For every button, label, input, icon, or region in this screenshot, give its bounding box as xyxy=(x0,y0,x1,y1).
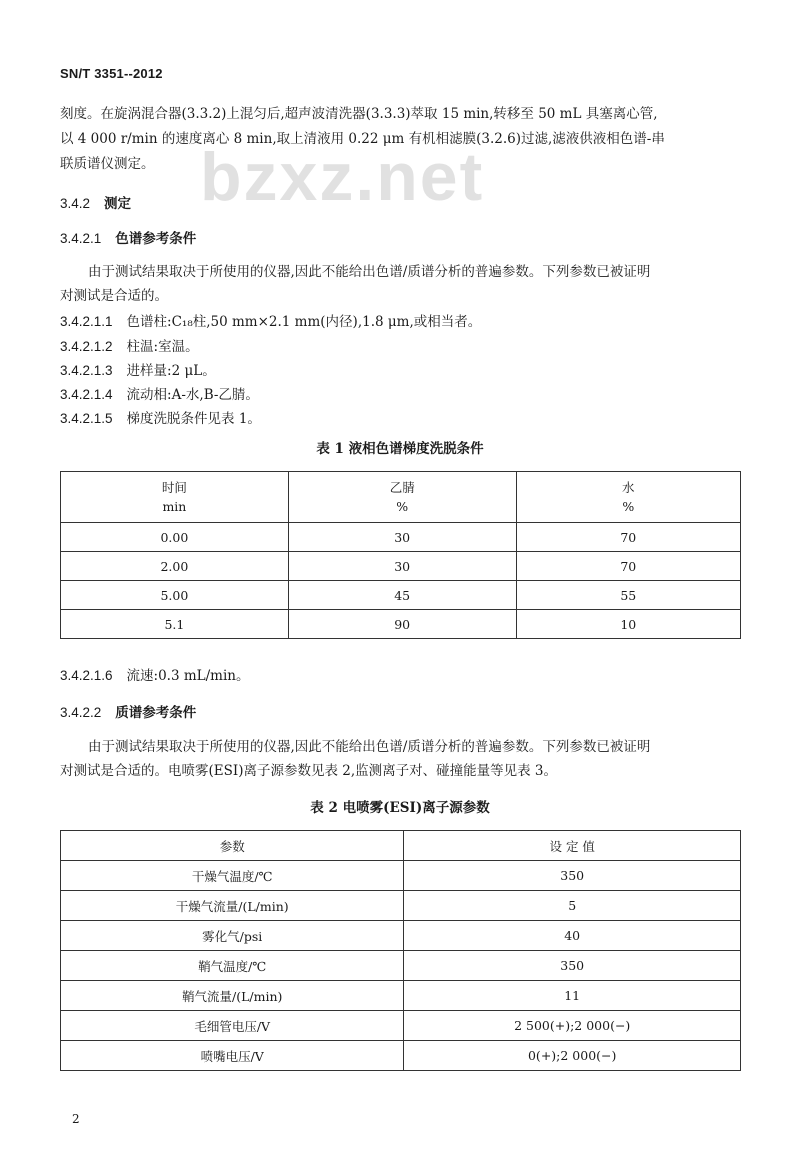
item-number: 3.4.2.1.4 xyxy=(60,387,113,402)
item-text: 进样量:2 μL。 xyxy=(126,363,216,379)
section-title: 色谱参考条件 xyxy=(115,231,197,247)
intro-line-3: 联质谱仪测定。 xyxy=(60,156,155,172)
table-cell: 45 xyxy=(288,581,516,610)
table-cell: 90 xyxy=(288,610,516,639)
intro-line-2: 以 4 000 r/min 的速度离心 8 min,取上清液用 0.22 μm 有机相滤膜(3.2.6)过滤,滤液供液相色谱-串 xyxy=(60,131,665,147)
table-cell: 70 xyxy=(516,523,740,552)
item-text: 柱温:室温。 xyxy=(126,339,199,355)
table-cell: 鞘气温度/℃ xyxy=(61,951,404,981)
table-cell: 5.1 xyxy=(61,610,289,639)
header-cell: 乙腈 % xyxy=(288,472,516,523)
item-number: 3.4.2.1.6 xyxy=(60,668,113,683)
section-title: 测定 xyxy=(104,196,132,212)
table-cell: 350 xyxy=(404,951,741,981)
table-row xyxy=(61,981,741,1011)
page-number: 2 xyxy=(72,1112,80,1126)
standard-code-header: SN/T 3351--2012 xyxy=(60,66,163,81)
item-text: 流动相:A-水,B-乙腈。 xyxy=(126,387,259,403)
section-3-4-2 xyxy=(60,192,131,212)
esi-parameters-table xyxy=(60,830,741,1071)
gradient-table xyxy=(60,471,741,639)
item-3-4-2-1-5 xyxy=(60,407,261,427)
item-3-4-2-1-4 xyxy=(60,383,259,403)
header-cell: 参数 xyxy=(61,831,404,861)
table-cell: 40 xyxy=(404,921,741,951)
table-cell: 5.00 xyxy=(61,581,289,610)
table-cell: 干燥气流量/(L/min) xyxy=(61,891,404,921)
watermark: bzxz.net xyxy=(200,139,485,215)
item-number: 3.4.2.1.1 xyxy=(60,314,113,329)
section-3-4-2-2 xyxy=(60,701,196,721)
section-number: 3.4.2.1 xyxy=(60,231,102,246)
item-number: 3.4.2.1.2 xyxy=(60,339,113,354)
para1-line-1: 由于测试结果取决于所使用的仪器,因此不能给出色谱/质谱分析的普遍参数。下列参数已被证明 xyxy=(88,264,651,280)
item-3-4-2-1-2 xyxy=(60,335,199,355)
item-text: 色谱柱:C₁₈柱,50 mm×2.1 mm(内径),1.8 μm,或相当者。 xyxy=(126,314,482,330)
table-cell: 干燥气温度/℃ xyxy=(61,861,404,891)
table-cell: 雾化气/psi xyxy=(61,921,404,951)
table-row xyxy=(61,891,741,921)
item-3-4-2-1-3 xyxy=(60,359,216,379)
table-row xyxy=(61,523,741,552)
para2-line-1: 由于测试结果取决于所使用的仪器,因此不能给出色谱/质谱分析的普遍参数。下列参数已被证明 xyxy=(88,739,651,755)
table-row xyxy=(61,921,741,951)
table-header-row xyxy=(61,831,741,861)
table-row xyxy=(61,951,741,981)
section-title: 质谱参考条件 xyxy=(115,705,197,721)
table-cell: 55 xyxy=(516,581,740,610)
table-cell: 毛细管电压/V xyxy=(61,1011,404,1041)
table-cell: 5 xyxy=(404,891,741,921)
table1-caption: 表 1 液相色谱梯度洗脱条件 xyxy=(316,441,484,457)
table-cell: 30 xyxy=(288,552,516,581)
item-number: 3.4.2.1.5 xyxy=(60,411,113,426)
table-cell: 喷嘴电压/V xyxy=(61,1041,404,1071)
table-cell: 2.00 xyxy=(61,552,289,581)
table-cell: 11 xyxy=(404,981,741,1011)
section-number: 3.4.2 xyxy=(60,196,91,211)
table-cell: 30 xyxy=(288,523,516,552)
section-3-4-2-1 xyxy=(60,227,196,247)
para1-line-2: 对测试是合适的。 xyxy=(60,288,168,304)
section-number: 3.4.2.2 xyxy=(60,705,102,720)
table-row xyxy=(61,1011,741,1041)
table2-caption: 表 2 电喷雾(ESI)离子源参数 xyxy=(310,800,490,816)
item-number: 3.4.2.1.3 xyxy=(60,363,113,378)
table-row xyxy=(61,610,741,639)
table-row xyxy=(61,1041,741,1071)
intro-line-1: 刻度。在旋涡混合器(3.3.2)上混匀后,超声波清洗器(3.3.3)萃取 15 min,转移至 50 mL 具塞离心管, xyxy=(60,106,658,122)
table-cell: 70 xyxy=(516,552,740,581)
table-cell: 0.00 xyxy=(61,523,289,552)
header-cell: 水 % xyxy=(516,472,740,523)
table-header-row xyxy=(61,472,741,523)
item-3-4-2-1-1 xyxy=(60,310,481,330)
table-cell: 鞘气流量/(L/min) xyxy=(61,981,404,1011)
table-cell: 10 xyxy=(516,610,740,639)
header-cell: 时间 min xyxy=(61,472,289,523)
item-3-4-2-1-6 xyxy=(60,664,249,684)
header-cell: 设 定 值 xyxy=(404,831,741,861)
table-row xyxy=(61,581,741,610)
para2-line-2: 对测试是合适的。电喷雾(ESI)离子源参数见表 2,监测离子对、碰撞能量等见表 3。 xyxy=(60,763,558,779)
table-cell: 0(+);2 000(−) xyxy=(404,1041,741,1071)
table-row xyxy=(61,552,741,581)
table-cell: 2 500(+);2 000(−) xyxy=(404,1011,741,1041)
table-row xyxy=(61,861,741,891)
item-text: 梯度洗脱条件见表 1。 xyxy=(126,411,261,427)
table-cell: 350 xyxy=(404,861,741,891)
item-text: 流速:0.3 mL/min。 xyxy=(126,668,250,684)
